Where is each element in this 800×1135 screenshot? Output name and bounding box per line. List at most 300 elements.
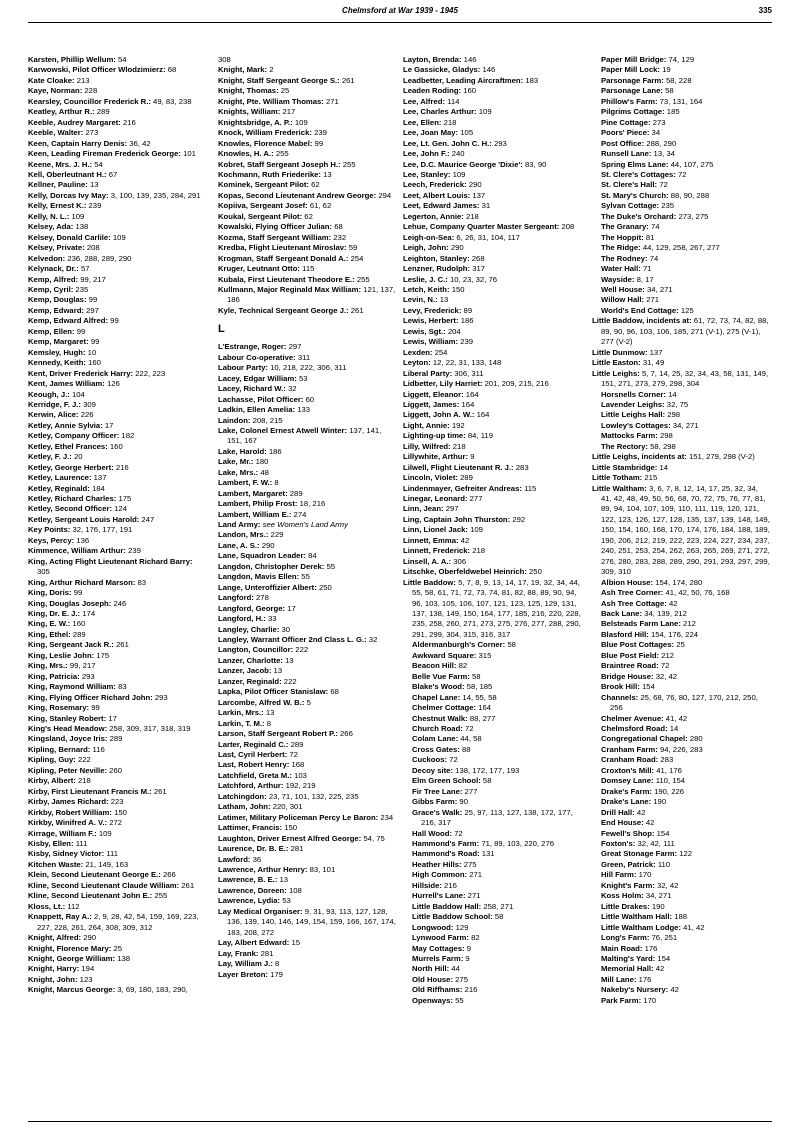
entry-heading: Chelmsford Road: bbox=[601, 724, 668, 733]
entry-heading: Little Waltham Lodge: bbox=[601, 922, 682, 932]
entry-heading: Little Leighs Hall: bbox=[601, 410, 666, 420]
index-entry bbox=[218, 834, 396, 844]
page-refs: 53 bbox=[298, 373, 308, 383]
page-refs: 239 bbox=[88, 201, 102, 211]
entry-heading: Little Stambridge: bbox=[592, 462, 658, 472]
index-subentry bbox=[403, 912, 581, 922]
index-entry bbox=[218, 97, 396, 107]
entry-heading: King, Mrs.: bbox=[28, 661, 68, 671]
page-refs: 9 bbox=[470, 452, 475, 462]
index-entry bbox=[28, 536, 206, 546]
index-entry bbox=[403, 369, 581, 379]
index-entry bbox=[218, 813, 396, 823]
index-entry bbox=[28, 829, 206, 839]
index-entry bbox=[28, 849, 206, 859]
entry-heading: Lake, Mrs.: bbox=[218, 467, 259, 477]
index-entry bbox=[403, 484, 581, 494]
index-entry bbox=[28, 191, 206, 201]
index-subentry bbox=[592, 787, 770, 797]
page-refs: 273 bbox=[85, 128, 99, 138]
entry-heading: Kochmann, Ruth Friederike: bbox=[218, 169, 321, 179]
page-refs: 44, 129, 258, 267, 277 bbox=[642, 243, 720, 253]
page-refs: 42 bbox=[636, 807, 646, 817]
page-refs: 232 bbox=[333, 232, 347, 242]
index-entry bbox=[403, 327, 581, 337]
entry-heading: Willow Hall: bbox=[601, 295, 645, 305]
page-refs: 25 bbox=[676, 640, 685, 650]
entry-heading: Little Dunmow: bbox=[592, 347, 648, 357]
index-subentry bbox=[403, 703, 581, 713]
index-subentry bbox=[403, 672, 581, 682]
index-entry bbox=[28, 703, 206, 713]
entry-heading: Mill Lane: bbox=[601, 974, 637, 984]
entry-heading: May Cottages: bbox=[412, 943, 465, 953]
entry-heading: Kipling, Guy: bbox=[28, 755, 76, 765]
entry-heading: King, Rosemary: bbox=[28, 703, 90, 713]
index-entry bbox=[218, 781, 396, 791]
index-subentry bbox=[403, 933, 581, 943]
entry-heading: Kemp, Ellen: bbox=[28, 326, 75, 336]
entry-heading: Back Lane: bbox=[601, 609, 643, 619]
page-refs: 170 bbox=[643, 995, 657, 1005]
entry-heading: Aldermanburgh's Corner: bbox=[412, 640, 506, 650]
page-refs: 290 bbox=[83, 933, 97, 943]
index-entry bbox=[28, 348, 206, 358]
index-entry bbox=[218, 896, 396, 906]
page-refs: 61, 62 bbox=[309, 201, 332, 211]
index-entry bbox=[403, 254, 581, 264]
index-subentry bbox=[592, 808, 770, 818]
page-refs: 13 bbox=[323, 169, 332, 179]
page-refs: 99 bbox=[90, 337, 100, 347]
entry-heading: Kisby, Sidney Victor: bbox=[28, 849, 105, 859]
page-refs: 6, 26, 31, 104, 117 bbox=[456, 232, 520, 242]
index-subentry bbox=[592, 139, 770, 149]
index-entry bbox=[28, 316, 206, 326]
entry-heading: King, Doris: bbox=[28, 588, 72, 598]
entry-heading: Lee, Charles Arthur: bbox=[403, 107, 477, 117]
entry-heading: Lewis, William: bbox=[403, 337, 459, 347]
page-refs: 54 bbox=[94, 159, 103, 169]
entry-heading: Cranham Farm: bbox=[601, 744, 658, 754]
entry-heading: Leaden Roding: bbox=[403, 86, 462, 96]
index-subentry bbox=[403, 755, 581, 765]
index-subentry bbox=[403, 797, 581, 807]
page-refs: 54, 75 bbox=[363, 833, 385, 843]
page-refs: 14 bbox=[668, 389, 677, 399]
page-refs: 160 bbox=[463, 86, 477, 96]
index-column-1 bbox=[28, 55, 206, 996]
page-refs: 293 bbox=[81, 671, 95, 681]
entry-heading: Ketley, Sergeant Louis Harold: bbox=[28, 514, 140, 524]
page-refs: 72 bbox=[289, 750, 298, 759]
page-refs: 115 bbox=[524, 483, 537, 493]
index-entry bbox=[28, 201, 206, 211]
entry-heading: Croxton's Mill: bbox=[601, 765, 655, 775]
page-refs: 2, 9, 28, 42, 54, 159, 169, 223, 227, 228, 261, 264, 308, 309, 312 bbox=[37, 912, 199, 932]
page-refs: 315 bbox=[478, 650, 492, 660]
entry-heading: The Duke's Orchard: bbox=[601, 211, 677, 221]
entry-heading: Lane, A. S.: bbox=[218, 540, 260, 550]
index-subentry bbox=[592, 421, 770, 431]
entry-heading: Karsten, Phillip Wellum: bbox=[28, 55, 116, 64]
index-entry bbox=[218, 489, 396, 499]
page-refs: 34, 139, 212 bbox=[644, 609, 687, 619]
page-refs: 110 bbox=[657, 859, 671, 869]
page-refs: 83 bbox=[118, 682, 127, 692]
entry-heading: Larkin, Mrs.: bbox=[218, 708, 264, 718]
index-subentry bbox=[592, 975, 770, 985]
entry-heading: Liggett, James: bbox=[403, 399, 460, 409]
index-entry bbox=[218, 149, 396, 159]
index-subentry bbox=[592, 714, 770, 724]
entry-heading: King, Dr. E. J.: bbox=[28, 609, 81, 619]
index-entry bbox=[28, 473, 206, 483]
page-refs: 123 bbox=[79, 974, 93, 984]
index-entry bbox=[218, 468, 396, 478]
page-refs: 272 bbox=[109, 818, 123, 828]
entry-heading: Horsnells Corner: bbox=[601, 389, 666, 399]
index-entry bbox=[403, 452, 581, 462]
page-refs: 271 bbox=[326, 96, 339, 106]
page-refs: 298 bbox=[667, 410, 681, 420]
index-entry bbox=[403, 515, 581, 525]
index-entry bbox=[28, 546, 206, 556]
index-subentry bbox=[403, 891, 581, 901]
entry-heading: Little Baddow, incidents at: bbox=[592, 316, 692, 326]
page-refs: 88, 277 bbox=[469, 713, 496, 723]
page-refs: 74 bbox=[649, 253, 659, 263]
index-subentry bbox=[403, 745, 581, 755]
entry-heading: Langdon, Mavis Ellen: bbox=[218, 572, 300, 582]
index-entry bbox=[218, 55, 396, 65]
entry-heading: Lee, Stanley: bbox=[403, 169, 451, 179]
entry-heading: Brook Hill: bbox=[601, 682, 640, 692]
page-refs: 235 bbox=[661, 201, 675, 211]
page-refs: 266 bbox=[340, 729, 353, 739]
page-refs: 13 bbox=[265, 708, 275, 718]
entry-heading: Lake, Mr.: bbox=[218, 457, 254, 467]
entry-heading: Kline, Second Lieutenant John E.: bbox=[28, 891, 153, 901]
page-refs: 111 bbox=[75, 838, 88, 848]
page-refs: 160 bbox=[88, 358, 101, 368]
index-entry bbox=[218, 551, 396, 561]
entry-heading: Post Office: bbox=[601, 138, 645, 148]
index-entry bbox=[218, 264, 396, 274]
page-number: 335 bbox=[758, 6, 772, 15]
page-refs: 255 bbox=[356, 274, 370, 284]
page-refs: 72 bbox=[449, 755, 458, 765]
entry-heading: Langley, Warrant Officer 2nd Class L. G.: bbox=[218, 635, 367, 645]
page-refs: 13 bbox=[273, 666, 283, 676]
page-refs: 109 bbox=[470, 525, 483, 535]
index-entry bbox=[403, 128, 581, 138]
entry-heading: St. Clere's Hall: bbox=[601, 180, 658, 190]
entry-heading: Knowles, Florence Mabel: bbox=[218, 138, 313, 148]
page-refs: 112 bbox=[67, 901, 80, 911]
entry-heading: King, Leslie John: bbox=[28, 650, 95, 660]
index-entry bbox=[403, 191, 581, 201]
entry-heading: Lawford: bbox=[218, 854, 251, 864]
entry-heading: Lenzner, Rudolph: bbox=[403, 264, 471, 274]
entry-heading: Gibbs Farm: bbox=[412, 797, 458, 807]
entry-heading: Krogman, Staff Sergeant Donald A.: bbox=[218, 253, 349, 263]
entry-heading: Latham, John: bbox=[218, 802, 271, 812]
index-subentry bbox=[592, 201, 770, 211]
page-refs: 273, 275 bbox=[678, 211, 709, 221]
page-refs: 99, 217 bbox=[80, 274, 106, 284]
entry-heading: Kemp, Edward: bbox=[28, 305, 84, 315]
entry-heading: End House: bbox=[601, 818, 644, 828]
index-entry bbox=[28, 745, 206, 755]
page-refs: 13 bbox=[285, 655, 294, 665]
index-subentry bbox=[403, 714, 581, 724]
entry-heading: Larter, Reginald C.: bbox=[218, 739, 289, 749]
index-entry bbox=[403, 337, 581, 347]
entry-heading: Kemp, Cyril: bbox=[28, 284, 74, 294]
page-refs: 255 bbox=[154, 891, 168, 901]
index-entry bbox=[403, 160, 581, 170]
index-subentry bbox=[592, 107, 770, 117]
index-entry bbox=[28, 452, 206, 462]
index-entry bbox=[28, 693, 206, 703]
entry-heading: Main Road: bbox=[601, 943, 643, 953]
entry-heading: King, Ethel: bbox=[28, 629, 71, 639]
index-entry bbox=[403, 233, 581, 243]
entry-heading: Knight, Harry: bbox=[28, 964, 80, 974]
entry-heading: Knight, Marcus George: bbox=[28, 985, 116, 995]
index-entry bbox=[403, 139, 581, 149]
index-entry bbox=[592, 358, 770, 368]
index-entry bbox=[592, 452, 770, 462]
page-refs: 216 bbox=[444, 880, 457, 890]
entry-heading: Drake's Farm: bbox=[601, 786, 652, 796]
page-refs: 14, 55, 58 bbox=[462, 692, 497, 702]
page-refs: 273 bbox=[652, 117, 666, 127]
page-refs: 228 bbox=[84, 86, 98, 96]
page-refs: 42 bbox=[655, 964, 665, 974]
index-entry bbox=[28, 734, 206, 744]
entry-heading: The Rectory: bbox=[601, 441, 648, 451]
page-refs: 58 bbox=[665, 86, 674, 96]
entry-heading: Leigh-on-Sea: bbox=[403, 232, 455, 242]
page-refs: 8 bbox=[274, 478, 279, 488]
page-refs: 109 bbox=[294, 117, 308, 127]
page-refs: 271 bbox=[646, 295, 660, 305]
page-refs: 108 bbox=[288, 885, 302, 895]
page-refs: 192, 219 bbox=[285, 781, 316, 791]
index-entry bbox=[28, 128, 206, 138]
index-entry bbox=[218, 118, 396, 128]
page-refs: 278 bbox=[256, 593, 269, 603]
page-refs: 76, 251 bbox=[651, 933, 678, 943]
entry-heading: Hammond's Road: bbox=[412, 849, 480, 859]
page-refs: 32, 42 bbox=[655, 671, 678, 681]
index-subentry bbox=[592, 275, 770, 285]
page-refs: 176 bbox=[638, 974, 652, 984]
page-refs: 18, 216 bbox=[299, 499, 326, 509]
index-subentry bbox=[592, 390, 770, 400]
page-refs: 170 bbox=[638, 870, 652, 880]
entry-heading: Little Easton: bbox=[592, 358, 641, 368]
index-subentry bbox=[592, 630, 770, 640]
index-subentry bbox=[592, 400, 770, 410]
entry-heading: Keatley, Arthur R.: bbox=[28, 107, 95, 117]
entry-heading: Kelsey, Ada: bbox=[28, 222, 74, 232]
entry-heading: Kemp, Douglas: bbox=[28, 295, 87, 305]
page-refs: 9, 31, 93, 113, 127, 128, 136, 139, 140, 146, 149, 154, 159, 166, 167, 174, 183, 208, 272 bbox=[227, 906, 396, 937]
index-entry bbox=[218, 823, 396, 833]
entry-heading: Lay, Frank: bbox=[218, 948, 259, 958]
entry-heading: Langdon, Christopher Derek: bbox=[218, 561, 325, 571]
index-entry bbox=[403, 243, 581, 253]
index-entry bbox=[28, 390, 206, 400]
page-refs: 185 bbox=[666, 107, 680, 117]
page-refs: 42 bbox=[645, 818, 655, 828]
index-entry bbox=[403, 285, 581, 295]
index-subentry bbox=[592, 839, 770, 849]
index-entry bbox=[28, 170, 206, 180]
entry-heading: Blue Post Cottages: bbox=[601, 640, 675, 650]
index-subentry bbox=[403, 923, 581, 933]
index-subentry bbox=[592, 295, 770, 305]
entry-heading: Leigh, John: bbox=[403, 243, 449, 253]
index-entry bbox=[218, 254, 396, 264]
index-subentry bbox=[403, 870, 581, 880]
page-refs: 290 bbox=[261, 540, 275, 550]
index-subentry bbox=[403, 849, 581, 859]
index-entry bbox=[218, 160, 396, 170]
index-subentry bbox=[592, 902, 770, 912]
page-refs: 250 bbox=[529, 567, 542, 577]
entry-heading: Lilly, Wilfred: bbox=[403, 441, 451, 451]
page-refs: 34, 271 bbox=[645, 891, 672, 901]
page-refs: 42 bbox=[668, 598, 678, 608]
entry-heading: Latimer, Military Policeman Percy Le Baron: bbox=[218, 812, 379, 822]
page-refs: 201, 209, 215, 216 bbox=[484, 379, 549, 389]
index-subentry bbox=[403, 693, 581, 703]
page-refs: 2 bbox=[269, 65, 274, 75]
entry-heading: Fewell's Shop: bbox=[601, 828, 655, 838]
index-entry bbox=[403, 578, 581, 641]
entry-heading: Cranham Road: bbox=[601, 755, 659, 765]
index-entry bbox=[218, 614, 396, 624]
page-refs: 261 bbox=[350, 305, 364, 315]
page-refs: 36 bbox=[252, 854, 262, 864]
page-refs: 271 bbox=[469, 870, 483, 880]
page-refs: 13, 34 bbox=[653, 149, 675, 159]
index-subentry bbox=[592, 640, 770, 650]
entry-heading: Lawrence, B. E.: bbox=[218, 875, 278, 885]
page-refs: 111 bbox=[106, 849, 119, 859]
page-refs: 298 bbox=[659, 431, 673, 441]
page-refs: 72 bbox=[678, 169, 687, 179]
entry-heading: Lattimer, Francis: bbox=[218, 823, 283, 833]
page-refs: 5 bbox=[306, 697, 311, 707]
index-subentry bbox=[592, 912, 770, 922]
page-refs: 294 bbox=[378, 190, 392, 200]
index-entry bbox=[28, 369, 206, 379]
page-refs: 192 bbox=[451, 420, 465, 430]
page-refs: 281 bbox=[290, 844, 304, 854]
entry-heading: Lambert, Margaret: bbox=[218, 488, 288, 498]
index-entry bbox=[218, 771, 396, 781]
entry-heading: Light, Annie: bbox=[403, 420, 450, 430]
page-refs: 31, 49 bbox=[642, 358, 665, 368]
index-entry bbox=[218, 855, 396, 865]
index-entry bbox=[403, 316, 581, 326]
entry-heading: St. Mary's Church: bbox=[601, 190, 669, 200]
entry-heading: Drake's Lane: bbox=[601, 797, 652, 807]
entry-heading: Lee, Alfred: bbox=[403, 96, 446, 106]
entry-heading: Decoy site: bbox=[412, 765, 454, 775]
running-title: Chelmsford at War 1939 - 1945 bbox=[342, 6, 458, 15]
entry-heading: Lay Medical Organiser: bbox=[218, 906, 303, 916]
entry-heading: Green, Patrick: bbox=[601, 859, 656, 869]
entry-heading: Belle Vue Farm: bbox=[412, 671, 470, 681]
page-refs: 306, 311 bbox=[454, 368, 484, 378]
entry-heading: Last, Robert Henry: bbox=[218, 760, 290, 770]
index-entry bbox=[28, 254, 206, 264]
index-subentry bbox=[592, 776, 770, 786]
page-refs: 289 bbox=[460, 473, 473, 483]
entry-heading: Paper Mill Bridge: bbox=[601, 55, 667, 64]
page-refs: 297 bbox=[445, 504, 459, 514]
entry-heading: Leet, Albert Louis: bbox=[403, 190, 471, 200]
entry-heading: Kennedy, Keith: bbox=[28, 358, 86, 368]
entry-heading: Kelvedon: bbox=[28, 253, 66, 263]
page-refs: 222 bbox=[295, 645, 309, 655]
entry-heading: Linsell, A. A.: bbox=[403, 556, 452, 566]
entry-heading: Leighton, Stanley: bbox=[403, 253, 470, 263]
index-subentry bbox=[592, 724, 770, 734]
page-refs: 289 bbox=[72, 629, 86, 639]
page-refs: 71 bbox=[643, 264, 652, 274]
page-refs: 94, 226, 283 bbox=[659, 744, 703, 754]
page-refs: 258, 271 bbox=[483, 901, 514, 911]
page-refs: 154, 176, 224 bbox=[650, 629, 699, 639]
page-refs: 137, 141, 151, 167 bbox=[227, 425, 382, 446]
page-refs: 218 bbox=[443, 117, 457, 127]
entry-heading: Layton, Brenda: bbox=[403, 55, 462, 64]
page-refs: 72 bbox=[464, 724, 474, 733]
entry-heading: Ladkin, Ellen Amelia: bbox=[218, 405, 296, 415]
page-refs: 222 bbox=[77, 755, 91, 765]
page-refs: 275 bbox=[455, 974, 468, 984]
entry-heading: Little Baddow School: bbox=[412, 912, 493, 922]
index-subentry bbox=[592, 766, 770, 776]
index-subentry bbox=[592, 410, 770, 420]
page-refs: 239 bbox=[128, 546, 141, 556]
index-entry bbox=[218, 416, 396, 426]
index-entry bbox=[218, 635, 396, 645]
entry-heading: Parsonage Farm: bbox=[601, 75, 664, 85]
index-subentry bbox=[592, 588, 770, 598]
entry-heading: Larcombe, Alfred W. B.: bbox=[218, 697, 305, 707]
page-refs: 138 bbox=[75, 222, 89, 232]
index-subentry bbox=[403, 724, 581, 734]
page-refs: 246 bbox=[113, 598, 127, 608]
entry-heading: Long's Farm: bbox=[601, 933, 650, 943]
page-refs: 150 bbox=[284, 823, 298, 833]
page-refs: 194 bbox=[81, 964, 95, 974]
index-entry bbox=[218, 907, 396, 938]
index-entry bbox=[218, 243, 396, 253]
entry-heading: Braintree Road: bbox=[601, 661, 659, 671]
page-refs: 190, 226 bbox=[654, 786, 685, 796]
index-subentry bbox=[592, 578, 770, 588]
entry-heading: Keen, Captain Harry Denis: bbox=[28, 138, 128, 148]
